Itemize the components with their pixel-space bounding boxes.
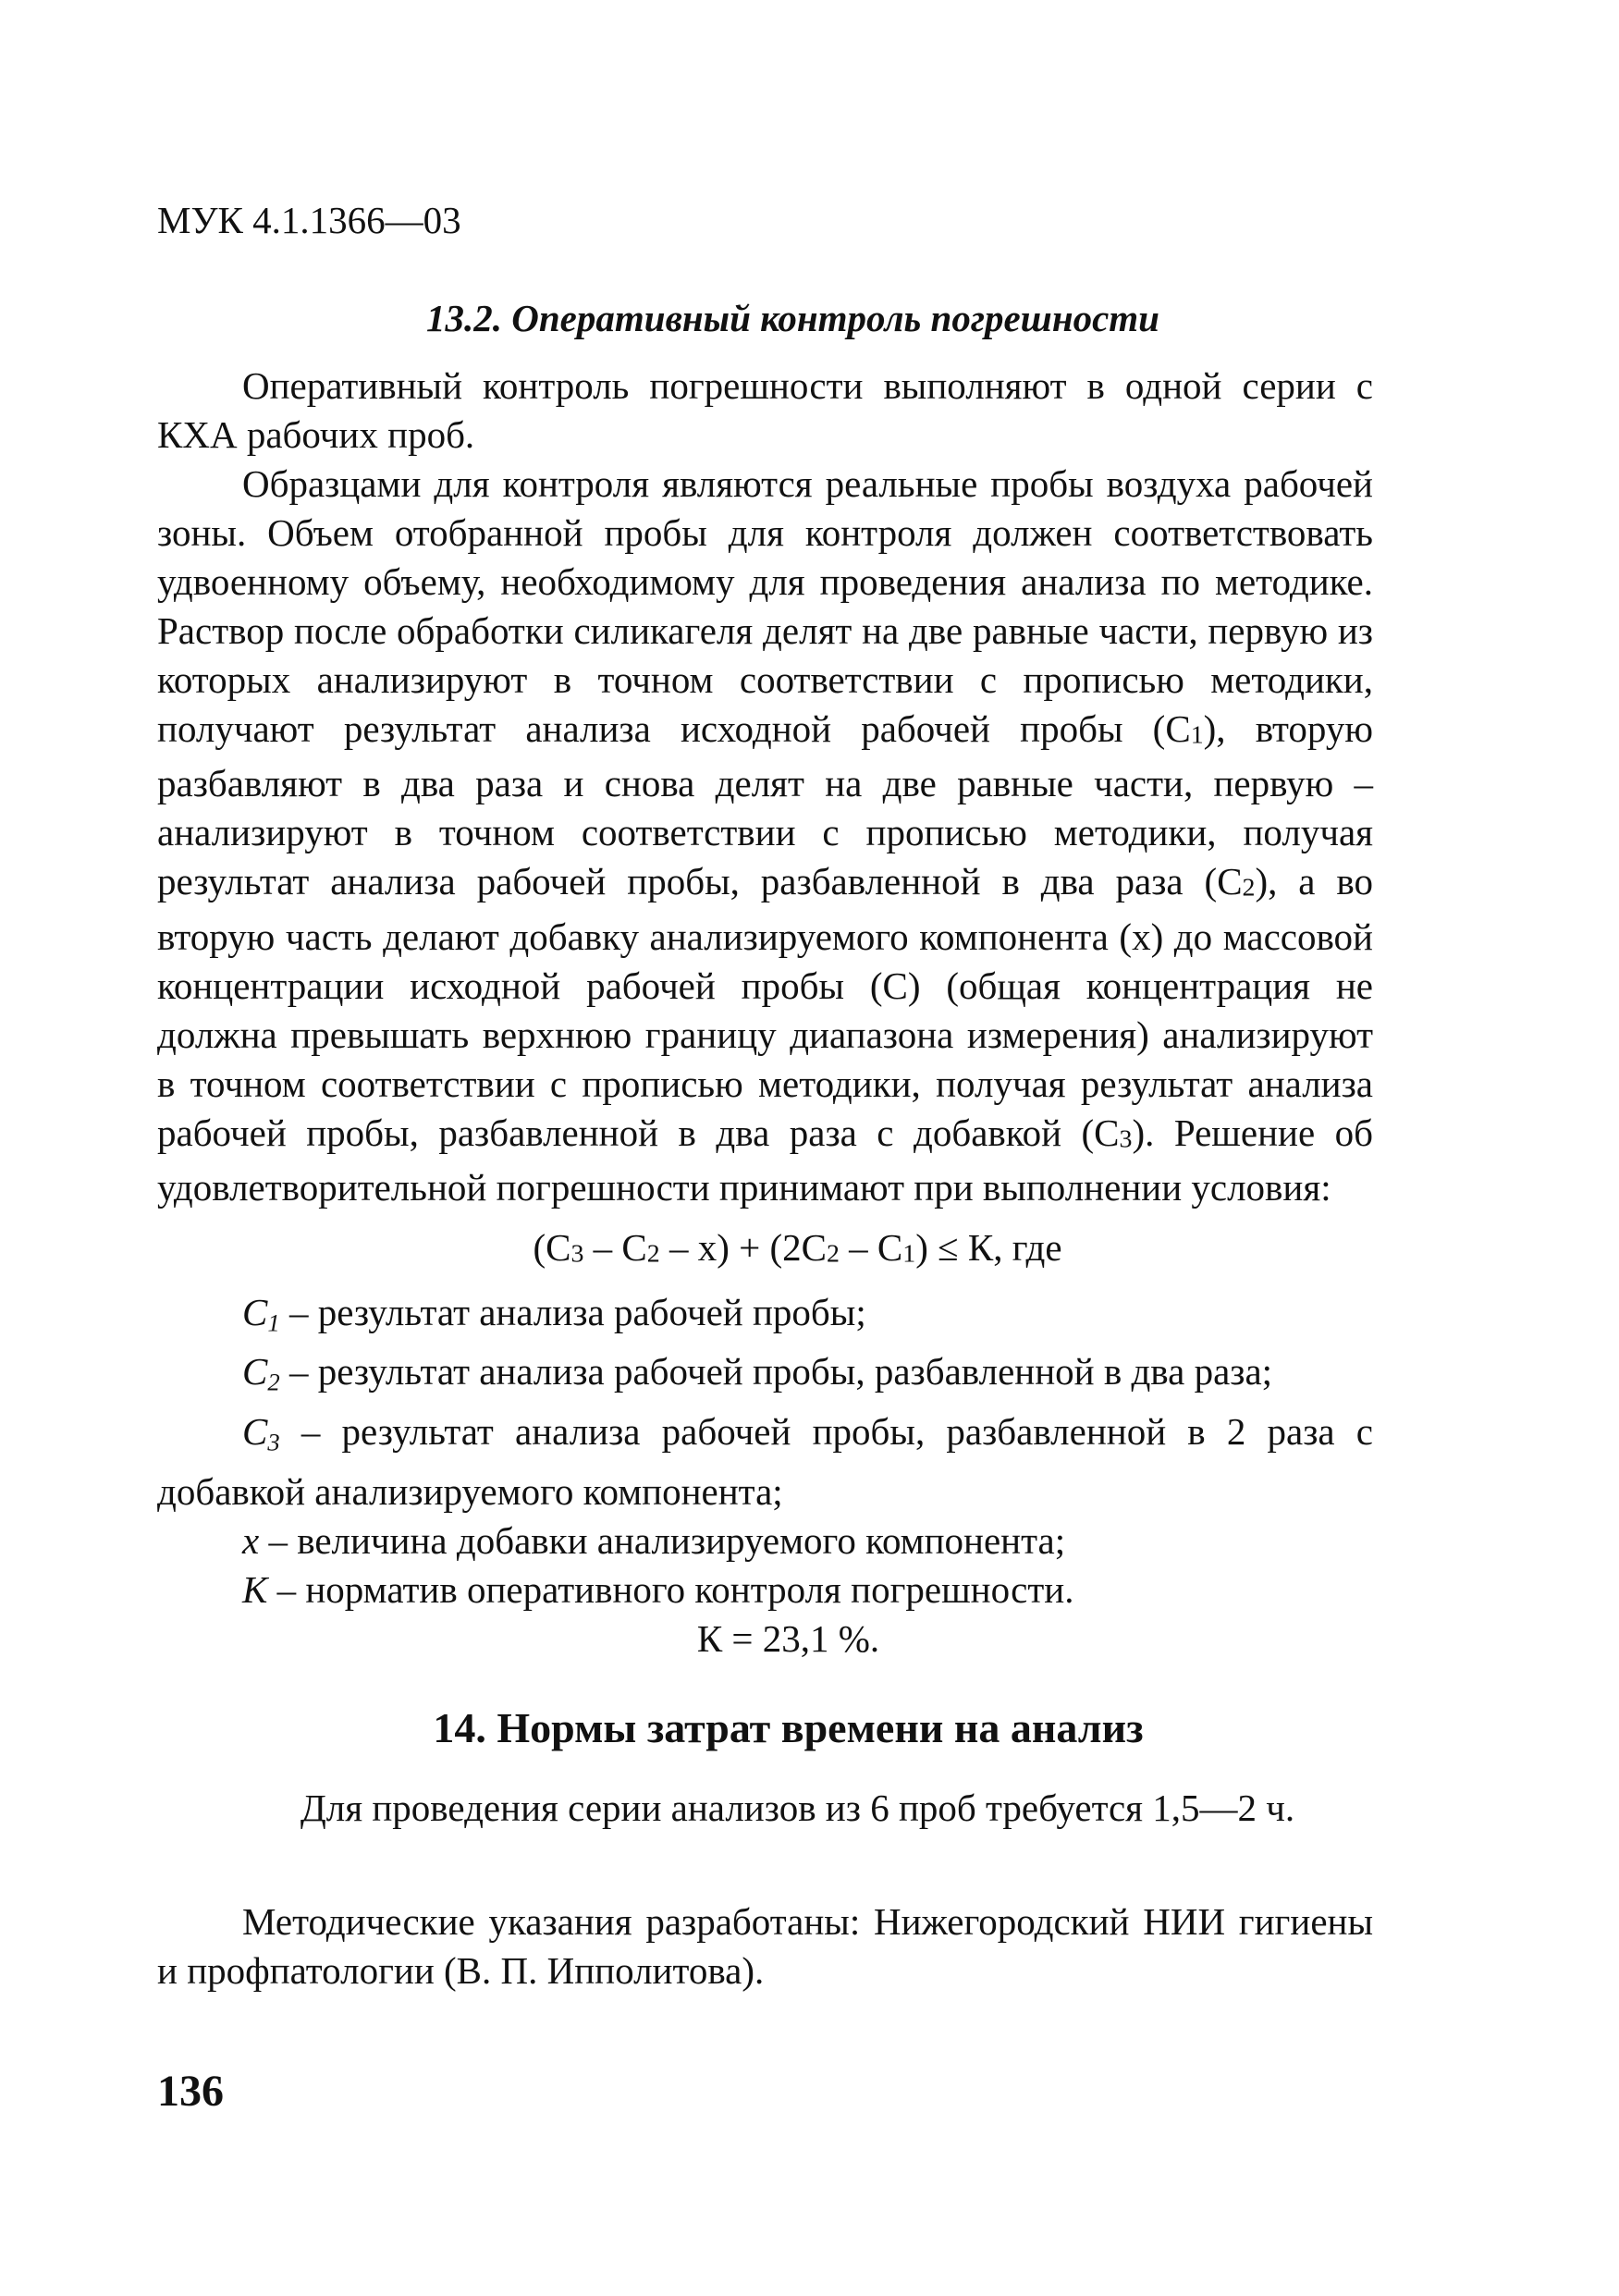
definition-text: – величина добавки анализируемого компонента; — [259, 1518, 1066, 1562]
page-content — [157, 294, 1373, 1995]
formula-fragment: – С — [583, 1226, 647, 1270]
text-fragment: ). Решение об удовлетворительной погрешности принимают при выполнении условия: — [157, 1111, 1374, 1209]
definition-c3 — [157, 1407, 1373, 1516]
subscript: 2 — [646, 1239, 660, 1269]
text-fragment: Образцами для контроля являются реальные пробы воздуха рабочей зоны. Объем отобранной пробы для контроля должен соответствовать удвоенному объему, необходимому для проведения анализа по методике. Раствор после обработки силикагеля делят на две равные части, первую из которых анализируют в точном соответствии с прописью методики, получают результат анализа исходной рабочей пробы (С — [157, 462, 1373, 750]
symbol-x: x — [242, 1518, 260, 1562]
subscript: 3 — [267, 1428, 280, 1456]
paragraph-control-procedure — [157, 460, 1373, 1212]
page-number: 136 — [157, 2067, 224, 2116]
text-fragment: ), вторую разбавляют в два раза и снова делят на две равные части, первую – анализируют в точном соответствии с прописью методики, получая результат анализа рабочей пробы, разбавленной в два раза (С — [157, 707, 1373, 903]
k-value: К = 23,1 %. — [696, 1616, 880, 1660]
spacer — [157, 1833, 1373, 1897]
subscript: 2 — [267, 1368, 280, 1396]
symbol-c: C — [242, 1409, 268, 1453]
definition-text: – результат анализа рабочей пробы, разбавленной в 2 раза с добавкой анализируемого компонента; — [157, 1409, 1373, 1513]
text-fragment: ), а во вторую часть делают добавку анализируемого компонента (х) до массовой концентрации исходной рабочей пробы (С) (общая концентрация не должна превышать верхнюю границу диапазона измерения) анализируют в точном соответствии с прописью методики, получая результат анализа рабочей пробы, разбавленной в два раза с добавкой (С — [157, 860, 1373, 1154]
subscript: 1 — [267, 1308, 280, 1337]
section-14-title: 14. Нормы затрат времени на анализ — [433, 1703, 1144, 1751]
subscript: 3 — [1119, 1124, 1133, 1154]
formula-fragment: – х) + (2С — [659, 1226, 827, 1270]
definition-c2 — [157, 1347, 1373, 1407]
subsection-title: 13.2. Оперативный контроль погрешности — [426, 297, 1159, 339]
subscript: 1 — [902, 1239, 916, 1269]
symbol-c: C — [242, 1350, 268, 1394]
subscript: 2 — [826, 1239, 840, 1269]
formula-fragment: – С — [839, 1226, 903, 1270]
formula-fragment: (С — [533, 1226, 571, 1270]
definition-text: – результат анализа рабочей пробы, разбавленной в два раза; — [279, 1350, 1273, 1394]
paragraph-operational-control: Оперативный контроль погрешности выполняют в одной серии с КХА рабочих проб. — [157, 364, 1373, 456]
credits-paragraph: Методические указания разработаны: Нижегородский НИИ гигиены и профпатологии (В. П. Ипполитова). — [157, 1899, 1373, 1992]
time-norm-text: Для проведения серии анализов из 6 проб требуется 1,5—2 ч. — [300, 1786, 1295, 1829]
subscript: 2 — [1242, 873, 1256, 902]
symbol-k: K — [242, 1567, 268, 1611]
document-code-header: МУК 4.1.1366—03 — [157, 199, 461, 241]
symbol-c: C — [242, 1290, 268, 1333]
subscript: 3 — [570, 1239, 584, 1269]
definition-k — [157, 1565, 1373, 1615]
formula-fragment: ) ≤ К, где — [915, 1226, 1062, 1270]
subscript: 1 — [1190, 720, 1204, 750]
definition-text: – норматив оперативного контроля погрешности. — [267, 1567, 1074, 1611]
definition-text: – результат анализа рабочей пробы; — [279, 1290, 866, 1333]
definition-x — [157, 1516, 1373, 1565]
condition-formula — [157, 1223, 1373, 1278]
definition-c1 — [157, 1288, 1373, 1348]
